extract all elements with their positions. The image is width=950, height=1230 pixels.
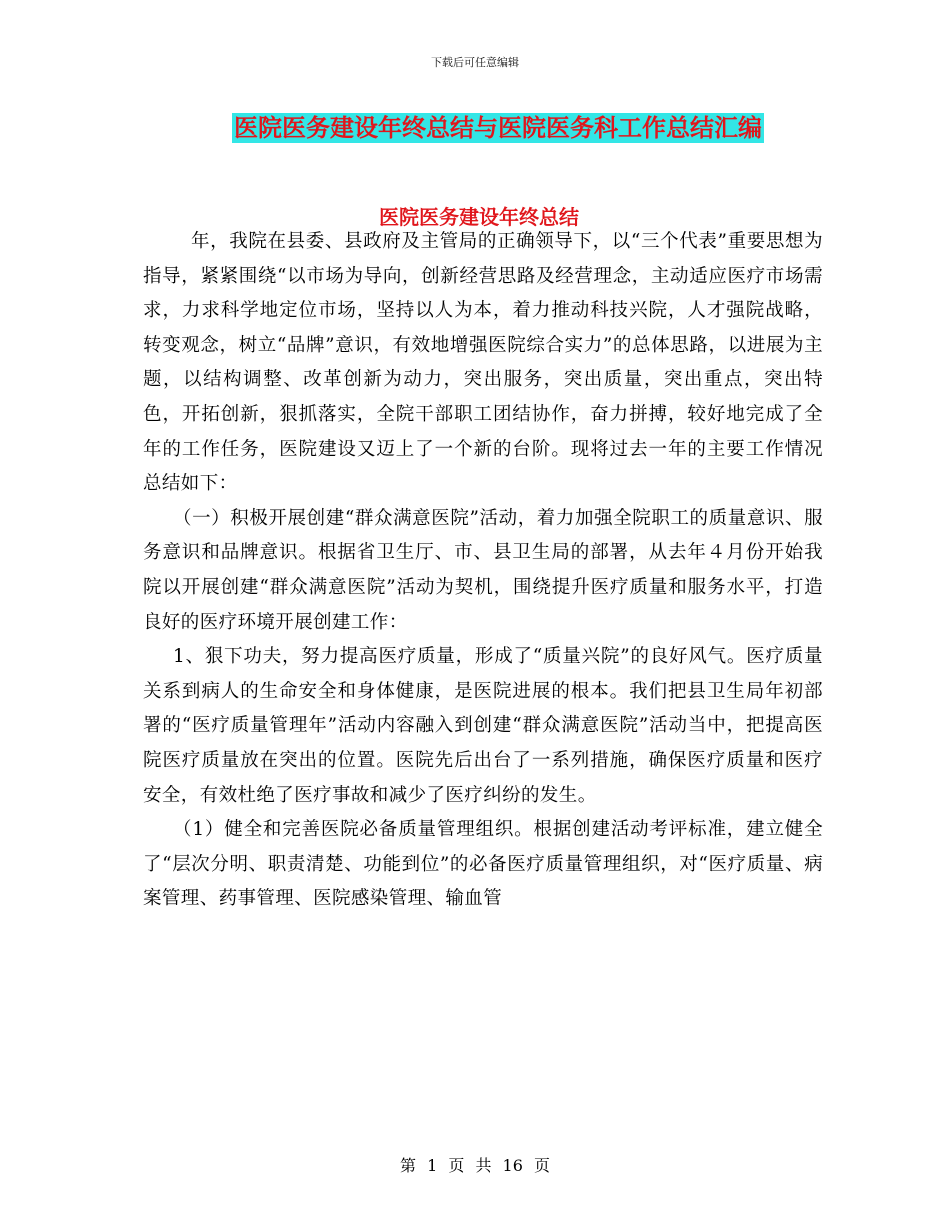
paragraph-subitem-1: （1）健全和完善医院必备质量管理组织。根据创建活动考评标准，建立健全了“层次分明、职责清楚、功能到位”的必备医疗质量管理组织，对“医疗质量、病案管理、药事管理、医院感染管理、输血管 bbox=[143, 819, 823, 910]
document-title: 医院医务建设年终总结与医院医务科工作总结汇编 bbox=[234, 114, 762, 142]
document-body bbox=[143, 225, 823, 917]
paragraph-intro: 年，我院在县委、县政府及主管局的正确领导下，以“三个代表”重要思想为指导，紧紧围绕“以市场为导向，创新经营思路及经营理念，主动适应医疗市场需求，力求科学地定位市场，坚持以人为本，着力推动科技兴院，人才强院战略，转变观念，树立“品牌”意识，有效地增强医院综合实力”的总体思路，以进展为主题，以结构调整、改革创新为动力，突出服务，突出质量，突出重点，突出特色，开拓创新，狠抓落实，全院干部职工团结协作，奋力拼搏，较好地完成了全年的工作任务，医院建设又迈上了一个新的台阶。现将过去一年的主要工作情况总结如下： bbox=[143, 231, 823, 495]
paragraph-section-1: （一）积极开展创建“群众满意医院”活动，着力加强全院职工的质量意识、服务意识和品牌意识。根据省卫生厅、市、县卫生局的部署，从去年４月份开始我院以开展创建“群众满意医院”活动为契机，围绕提升医疗质量和服务水平，打造良好的医疗环境开展创建工作： bbox=[143, 507, 823, 633]
page-footer: 第 1 页 共 16 页 bbox=[400, 1156, 550, 1175]
section-title: 医院医务建设年终总结 bbox=[379, 205, 579, 229]
page-header-note: 下载后可任意编辑 bbox=[431, 56, 519, 69]
document-title-container bbox=[0, 113, 950, 143]
paragraph-item-1: 1、狠下功夫，努力提高医疗质量，形成了“质量兴院”的良好风气。医疗质量关系到病人的生命安全和身体健康，是医院进展的根本。我们把县卫生局年初部署的“医疗质量管理年”活动内容融入到创建“群众满意医院”活动当中，把提高医院医疗质量放在突出的位置。医院先后出台了一系列措施，确保医疗质量和医疗安全，有效杜绝了医疗事故和减少了医疗纠纷的发生。 bbox=[143, 646, 823, 806]
